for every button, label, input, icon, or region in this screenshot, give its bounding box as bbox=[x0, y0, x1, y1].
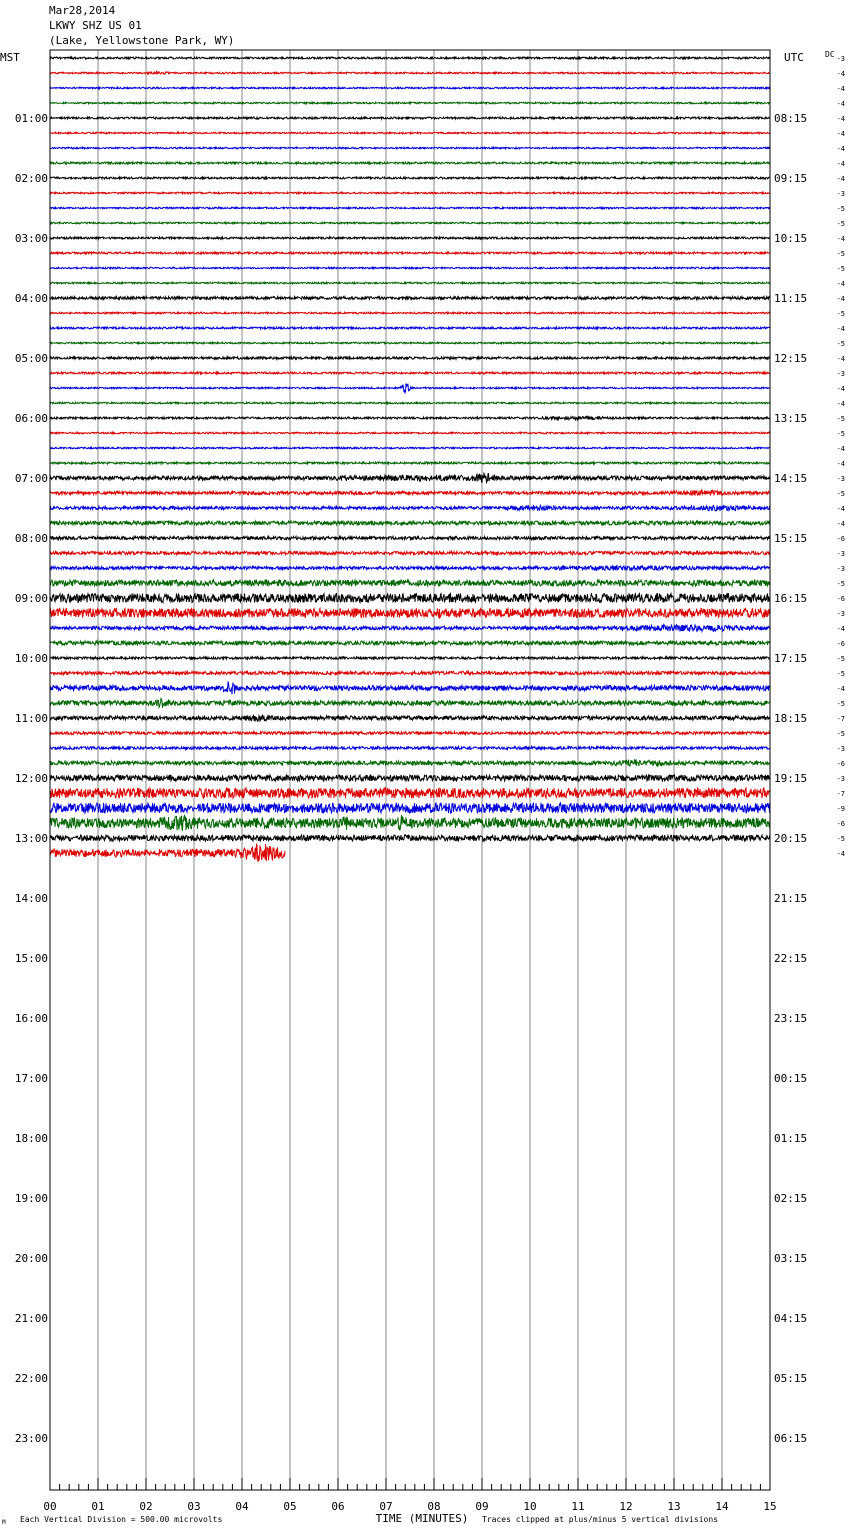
dc-offset-label: -3 bbox=[836, 550, 845, 558]
seismic-trace bbox=[50, 384, 770, 393]
seismic-trace bbox=[50, 207, 770, 209]
seismic-trace bbox=[50, 594, 770, 603]
dc-offset-label: -6 bbox=[836, 760, 845, 768]
hour-label-left: 18:00 bbox=[14, 1132, 48, 1145]
dc-offset-label: -4 bbox=[836, 160, 845, 168]
hour-label-left: 03:00 bbox=[14, 232, 48, 245]
hour-label-left: 06:00 bbox=[14, 412, 48, 425]
seismic-trace bbox=[50, 432, 770, 434]
x-tick-label: 04 bbox=[235, 1500, 249, 1513]
grid-layer bbox=[50, 50, 770, 1490]
seismic-trace bbox=[50, 844, 285, 862]
seismic-trace bbox=[50, 788, 770, 798]
x-tick-label: 13 bbox=[667, 1500, 681, 1513]
dc-offset-label: -5 bbox=[836, 250, 845, 258]
seismic-trace bbox=[50, 803, 770, 813]
dc-offset-label: -4 bbox=[836, 460, 845, 468]
dc-offset-label: -6 bbox=[836, 820, 845, 828]
seismic-trace bbox=[50, 102, 770, 104]
hour-label-right: 14:15 bbox=[774, 472, 808, 485]
x-tick-label: 03 bbox=[187, 1500, 201, 1513]
seismic-trace bbox=[50, 342, 770, 344]
seismic-trace bbox=[50, 162, 770, 164]
seismic-trace bbox=[50, 237, 770, 239]
seismic-trace bbox=[50, 267, 770, 269]
hour-label-left: 04:00 bbox=[14, 292, 48, 305]
hour-label-left: 21:00 bbox=[14, 1312, 48, 1325]
seismic-trace bbox=[50, 72, 770, 74]
hour-label-right: 23:15 bbox=[774, 1012, 808, 1025]
hour-label-right: 09:15 bbox=[774, 172, 808, 185]
dc-offset-label: -4 bbox=[836, 445, 845, 453]
seismic-trace bbox=[50, 815, 770, 830]
seismic-trace bbox=[50, 681, 770, 694]
hour-label-right: 02:15 bbox=[774, 1192, 808, 1205]
dc-offset-label: -3 bbox=[836, 370, 845, 378]
dc-offset-label: -3 bbox=[836, 775, 845, 783]
seismic-trace bbox=[50, 521, 770, 525]
seismic-trace bbox=[50, 57, 770, 59]
dc-offset-label: -4 bbox=[836, 385, 845, 393]
x-tick-label: 09 bbox=[475, 1500, 489, 1513]
hour-label-left: 19:00 bbox=[14, 1192, 48, 1205]
dc-offset-label: -9 bbox=[836, 805, 845, 813]
hour-label-left: 01:00 bbox=[14, 112, 48, 125]
seismic-trace bbox=[50, 87, 770, 89]
dc-offset-label: -6 bbox=[836, 640, 845, 648]
seismic-trace bbox=[50, 609, 770, 618]
dc-offset-label: -5 bbox=[836, 700, 845, 708]
dc-offset-label: -5 bbox=[836, 430, 845, 438]
dc-offset-label: -5 bbox=[836, 490, 845, 498]
dc-offset-label: -4 bbox=[836, 625, 845, 633]
dc-offset-label: -4 bbox=[836, 295, 845, 303]
dc-offset-label: -5 bbox=[836, 310, 845, 318]
left-timezone-label: MST bbox=[0, 51, 20, 64]
seismic-trace bbox=[50, 505, 770, 511]
dc-offset-label: -5 bbox=[836, 265, 845, 273]
seismic-trace bbox=[50, 747, 770, 750]
x-axis-title: TIME (MINUTES) bbox=[375, 1512, 469, 1525]
seismic-trace bbox=[50, 372, 770, 374]
label-layer bbox=[0, 50, 845, 1526]
x-tick-label: 12 bbox=[619, 1500, 633, 1513]
hour-label-left: 16:00 bbox=[14, 1012, 48, 1025]
dc-offset-label: -4 bbox=[836, 520, 845, 528]
seismic-trace bbox=[50, 282, 770, 284]
hour-label-right: 17:15 bbox=[774, 652, 808, 665]
hour-label-right: 13:15 bbox=[774, 412, 808, 425]
seismogram-date: Mar28,2014 bbox=[49, 4, 116, 17]
seismic-trace bbox=[50, 177, 770, 179]
dc-offset-label: -5 bbox=[836, 415, 845, 423]
hour-label-left: 22:00 bbox=[14, 1372, 48, 1385]
dc-offset-label: -4 bbox=[836, 685, 845, 693]
seismic-trace bbox=[50, 835, 770, 841]
dc-offset-label: -4 bbox=[836, 70, 845, 78]
hour-label-left: 17:00 bbox=[14, 1072, 48, 1085]
dc-offset-label: -4 bbox=[836, 400, 845, 408]
x-tick-label: 05 bbox=[283, 1500, 297, 1513]
seismic-trace bbox=[50, 775, 770, 781]
dc-offset-label: -5 bbox=[836, 835, 845, 843]
hour-label-right: 03:15 bbox=[774, 1252, 808, 1265]
seismic-trace bbox=[50, 551, 770, 554]
hour-label-left: 11:00 bbox=[14, 712, 48, 725]
hour-label-right: 08:15 bbox=[774, 112, 808, 125]
seismic-trace bbox=[50, 732, 770, 735]
seismic-trace bbox=[50, 657, 770, 659]
dc-offset-label: -6 bbox=[836, 595, 845, 603]
dc-offset-label: -6 bbox=[836, 535, 845, 543]
x-tick-label: 08 bbox=[427, 1500, 441, 1513]
dc-offset-label: -4 bbox=[836, 145, 845, 153]
seismic-trace bbox=[50, 222, 770, 224]
dc-offset-label: -3 bbox=[836, 475, 845, 483]
hour-label-right: 15:15 bbox=[774, 532, 808, 545]
seismic-trace bbox=[50, 671, 770, 675]
x-tick-label: 06 bbox=[331, 1500, 345, 1513]
dc-offset-label: -4 bbox=[836, 115, 845, 123]
hour-label-left: 09:00 bbox=[14, 592, 48, 605]
seismic-trace bbox=[50, 312, 770, 314]
hour-label-right: 10:15 bbox=[774, 232, 808, 245]
dc-offset-label: -3 bbox=[836, 610, 845, 618]
trace-layer bbox=[50, 57, 770, 862]
dc-offset-label: -5 bbox=[836, 670, 845, 678]
seismic-trace bbox=[50, 327, 770, 329]
hour-label-left: 10:00 bbox=[14, 652, 48, 665]
hour-label-left: 15:00 bbox=[14, 952, 48, 965]
dc-offset-label: -3 bbox=[836, 190, 845, 198]
dc-offset-label: -5 bbox=[836, 220, 845, 228]
x-tick-label: 15 bbox=[763, 1500, 777, 1513]
seismic-trace bbox=[50, 447, 770, 449]
dc-offset-label: -7 bbox=[836, 715, 845, 723]
hour-label-right: 16:15 bbox=[774, 592, 808, 605]
footer-mark-icon: Μ bbox=[2, 1519, 6, 1526]
seismogram-location: (Lake, Yellowstone Park, WY) bbox=[49, 34, 235, 47]
x-tick-label: 11 bbox=[571, 1500, 585, 1513]
seismic-trace bbox=[50, 402, 770, 404]
x-tick-label: 14 bbox=[715, 1500, 729, 1513]
seismic-trace bbox=[50, 416, 770, 420]
dc-label: DC bbox=[825, 50, 835, 59]
seismic-trace bbox=[50, 473, 770, 484]
seismic-trace bbox=[50, 252, 770, 254]
dc-offset-label: -4 bbox=[836, 280, 845, 288]
hour-label-right: 22:15 bbox=[774, 952, 808, 965]
seismic-trace bbox=[50, 357, 770, 359]
x-tick-label: 02 bbox=[139, 1500, 153, 1513]
footer-scale-text: Each Vertical Division = 500.00 microvolts bbox=[20, 1515, 223, 1524]
x-tick-label: 07 bbox=[379, 1500, 393, 1513]
hour-label-right: 06:15 bbox=[774, 1432, 808, 1445]
dc-offset-label: -4 bbox=[836, 325, 845, 333]
plot-frame bbox=[50, 50, 770, 1490]
x-tick-label: 00 bbox=[43, 1500, 57, 1513]
dc-offset-label: -5 bbox=[836, 580, 845, 588]
seismic-trace bbox=[50, 132, 770, 134]
hour-label-right: 05:15 bbox=[774, 1372, 808, 1385]
seismic-trace bbox=[50, 699, 770, 708]
hour-label-left: 14:00 bbox=[14, 892, 48, 905]
hour-label-left: 23:00 bbox=[14, 1432, 48, 1445]
seismic-trace bbox=[50, 490, 770, 496]
footer-clip-text: Traces clipped at plus/minus 5 vertical divisions bbox=[482, 1515, 719, 1524]
hour-label-right: 19:15 bbox=[774, 772, 808, 785]
hour-label-right: 20:15 bbox=[774, 832, 808, 845]
seismic-trace bbox=[50, 147, 770, 149]
dc-offset-label: -4 bbox=[836, 175, 845, 183]
hour-label-right: 21:15 bbox=[774, 892, 808, 905]
hour-label-left: 13:00 bbox=[14, 832, 48, 845]
hour-label-left: 08:00 bbox=[14, 532, 48, 545]
seismic-trace bbox=[50, 297, 770, 300]
dc-offset-label: -4 bbox=[836, 850, 845, 858]
dc-offset-label: -3 bbox=[836, 745, 845, 753]
dc-offset-label: -3 bbox=[836, 565, 845, 573]
dc-offset-label: -5 bbox=[836, 655, 845, 663]
x-tick-label: 01 bbox=[91, 1500, 105, 1513]
seismic-trace bbox=[50, 117, 770, 119]
hour-label-left: 07:00 bbox=[14, 472, 48, 485]
dc-offset-label: -4 bbox=[836, 85, 845, 93]
seismic-trace bbox=[50, 759, 770, 766]
seismic-trace bbox=[50, 641, 770, 645]
hour-label-right: 01:15 bbox=[774, 1132, 808, 1145]
hour-label-left: 20:00 bbox=[14, 1252, 48, 1265]
seismic-trace bbox=[50, 580, 770, 586]
hour-label-right: 00:15 bbox=[774, 1072, 808, 1085]
seismic-trace bbox=[50, 715, 770, 722]
seismic-trace bbox=[50, 624, 770, 631]
seismic-trace bbox=[50, 462, 770, 464]
dc-offset-label: -4 bbox=[836, 355, 845, 363]
dc-offset-label: -5 bbox=[836, 340, 845, 348]
dc-offset-label: -5 bbox=[836, 205, 845, 213]
hour-label-right: 12:15 bbox=[774, 352, 808, 365]
dc-offset-label: -4 bbox=[836, 100, 845, 108]
hour-label-right: 18:15 bbox=[774, 712, 808, 725]
seismogram-station: LKWY SHZ US 01 bbox=[49, 19, 142, 32]
x-tick-label: 10 bbox=[523, 1500, 537, 1513]
dc-offset-label: -3 bbox=[836, 55, 845, 63]
dc-offset-label: -4 bbox=[836, 235, 845, 243]
dc-offset-label: -4 bbox=[836, 130, 845, 138]
hour-label-left: 05:00 bbox=[14, 352, 48, 365]
dc-offset-label: -5 bbox=[836, 730, 845, 738]
dc-offset-label: -4 bbox=[836, 505, 845, 513]
seismic-trace bbox=[50, 192, 770, 194]
seismic-trace bbox=[50, 566, 770, 571]
seismic-trace bbox=[50, 536, 770, 539]
hour-label-left: 02:00 bbox=[14, 172, 48, 185]
hour-label-right: 04:15 bbox=[774, 1312, 808, 1325]
hour-label-right: 11:15 bbox=[774, 292, 808, 305]
dc-offset-label: -7 bbox=[836, 790, 845, 798]
right-timezone-label: UTC bbox=[784, 51, 804, 64]
hour-label-left: 12:00 bbox=[14, 772, 48, 785]
